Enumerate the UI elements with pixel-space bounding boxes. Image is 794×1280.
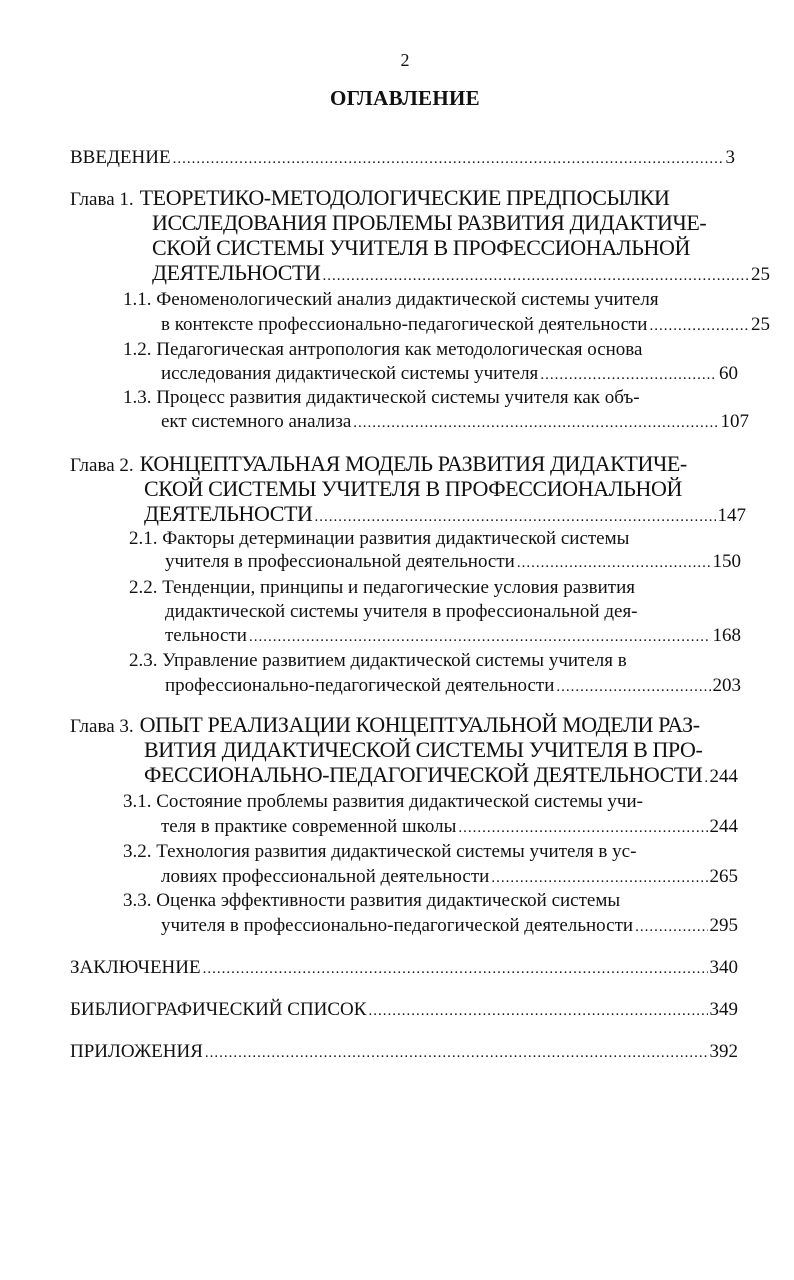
toc-entry-bibliography[interactable] (0, 998, 738, 1023)
leader-dots (323, 264, 749, 288)
toc-chapter-1-line-2[interactable] (0, 211, 794, 235)
leader-dots (173, 147, 724, 171)
page-number: 2 (400, 50, 410, 70)
toc-section-3-2[interactable] (0, 840, 794, 864)
section-title-line: в контексте профессионально-педагогической деятельности (161, 314, 648, 335)
section-title-line: 1.3. Процесс развития дидактической системы учителя как объ- (123, 387, 640, 408)
toc-page-number: 244 (709, 816, 738, 837)
section-title-line: 1.1. Феноменологический анализ дидактической системы учителя (123, 289, 659, 310)
toc-page-number: 107 (720, 411, 749, 432)
leader-dots (249, 625, 711, 649)
toc-chapter-1-line-3[interactable] (0, 236, 794, 260)
chapter-title-line: ФЕССИОНАЛЬНО-ПЕДАГОГИЧЕСКОЙ ДЕЯТЕЛЬНОСТИ (144, 762, 703, 787)
section-title-line: 2.2. Тенденции, принципы и педагогические условия развития (129, 577, 635, 598)
toc-section-2-1-line-2[interactable] (0, 550, 741, 575)
toc-section-3-1[interactable] (0, 790, 794, 814)
section-title-line: 3.1. Состояние проблемы развития дидактической системы учи- (123, 791, 643, 812)
chapter-label: Глава 1. (70, 189, 134, 210)
toc-section-1-2[interactable] (0, 338, 794, 362)
section-title-line: учителя в профессионально-педагогической деятельности (161, 915, 634, 936)
toc-page-number: 150 (712, 551, 741, 572)
leader-dots (517, 551, 711, 575)
section-title-line: ект системного анализа (161, 411, 352, 432)
leader-dots (458, 816, 707, 840)
chapter-label: Глава 3. (70, 716, 134, 737)
toc-page-number: 3 (725, 147, 735, 168)
toc-section-2-2-line-2[interactable] (0, 600, 794, 624)
toc-section-2-3[interactable] (0, 649, 794, 673)
chapter-title-line: ВИТИЯ ДИДАКТИЧЕСКОЙ СИСТЕМЫ УЧИТЕЛЯ В ПРО- (144, 737, 703, 762)
chapter-title-line: СКОЙ СИСТЕМЫ УЧИТЕЛЯ В ПРОФЕССИОНАЛЬНОЙ (144, 476, 682, 501)
leader-dots (368, 999, 707, 1023)
chapter-title-line: ОПЫТ РЕАЛИЗАЦИИ КОНЦЕПТУАЛЬНОЙ МОДЕЛИ РАЗ- (139, 712, 700, 737)
toc-section-1-1[interactable] (0, 288, 794, 312)
leader-dots (315, 505, 716, 529)
toc-chapter-3-line-3[interactable] (0, 763, 738, 790)
toc-entry-text: ПРИЛОЖЕНИЯ (70, 1041, 203, 1062)
toc-section-1-1-line-2[interactable] (0, 313, 770, 338)
toc-chapter-1-line-1[interactable] (0, 186, 794, 212)
leader-dots (491, 866, 707, 890)
chapter-title-line: СКОЙ СИСТЕМЫ УЧИТЕЛЯ В ПРОФЕССИОНАЛЬНОЙ (152, 235, 690, 260)
toc-section-3-1-line-2[interactable] (0, 815, 738, 840)
leader-dots (203, 957, 708, 981)
toc-section-3-2-line-2[interactable] (0, 865, 738, 890)
toc-section-2-2[interactable] (0, 576, 794, 600)
toc-page-number: 147 (717, 505, 746, 526)
section-title-line: 1.2. Педагогическая антропология как методологическая основа (123, 339, 643, 360)
toc-entry-introduction[interactable] (0, 146, 735, 171)
section-title-line: исследования дидактической системы учителя (161, 363, 539, 384)
toc-page-number: 244 (709, 766, 738, 787)
leader-dots (635, 915, 707, 939)
section-title-line: теля в практике современной школы (161, 816, 457, 837)
toc-page-number: 265 (709, 866, 738, 887)
leader-dots (704, 766, 707, 790)
toc-chapter-3-line-2[interactable] (0, 738, 794, 762)
toc-section-1-3[interactable] (0, 386, 794, 410)
chapter-title-line: ТЕОРЕТИКО-МЕТОДОЛОГИЧЕСКИЕ ПРЕДПОСЫЛКИ (139, 185, 670, 210)
toc-entry-text: ВВЕДЕНИЕ (70, 147, 171, 168)
toc-entry-text: ЗАКЛЮЧЕНИЕ (70, 957, 201, 978)
toc-page-number: 168 (712, 625, 741, 646)
toc-section-3-3[interactable] (0, 889, 794, 913)
leader-dots (556, 675, 710, 699)
section-title-line: 2.1. Факторы детерминации развития дидактической системы (129, 528, 630, 549)
section-title-line: ловиях профессиональной деятельности (161, 866, 490, 887)
toc-chapter-2-line-1[interactable] (0, 452, 794, 478)
section-title-line: профессионально-педагогической деятельности (165, 675, 555, 696)
toc-chapter-1-line-4[interactable] (0, 261, 770, 288)
section-title-line: дидактической системы учителя в профессиональной дея- (165, 601, 638, 622)
toc-chapter-3-line-1[interactable] (0, 713, 794, 739)
chapter-title-line: ДЕЯТЕЛЬНОСТИ (152, 260, 321, 285)
toc-entry-text: БИБЛИОГРАФИЧЕСКИЙ СПИСОК (70, 999, 367, 1020)
toc-section-3-3-line-2[interactable] (0, 914, 738, 939)
toc-chapter-2-line-3[interactable] (0, 502, 746, 529)
section-title-line: 3.2. Технология развития дидактической системы учителя в ус- (123, 841, 637, 862)
toc-page-number: 340 (709, 957, 738, 978)
section-title-line: 2.3. Управление развитием дидактической системы учителя в (129, 650, 627, 671)
toc-page-number: 392 (709, 1041, 738, 1062)
chapter-title-line: КОНЦЕПТУАЛЬНАЯ МОДЕЛЬ РАЗВИТИЯ ДИДАКТИЧЕ- (139, 451, 687, 476)
chapter-label: Глава 2. (70, 455, 134, 476)
toc-page-number: 25 (751, 264, 770, 285)
toc-page-number: 349 (709, 999, 738, 1020)
toc-section-1-2-line-2[interactable] (0, 362, 738, 387)
toc-page-number: 60 (719, 363, 738, 384)
toc-page-number: 295 (709, 915, 738, 936)
toc-entry-conclusion[interactable] (0, 956, 738, 981)
toc-section-2-3-line-2[interactable] (0, 674, 741, 699)
leader-dots (205, 1041, 708, 1065)
toc-entry-appendix[interactable] (0, 1040, 738, 1065)
toc-section-2-1[interactable] (0, 527, 794, 551)
toc-section-1-3-line-2[interactable] (0, 410, 749, 435)
leader-dots (353, 411, 718, 435)
toc-chapter-2-line-2[interactable] (0, 477, 794, 501)
section-title-line: тельности (165, 625, 247, 646)
section-title-line: 3.3. Оценка эффективности развития дидактической системы (123, 890, 621, 911)
toc-page-number: 203 (712, 675, 741, 696)
page-title: ОГЛАВЛЕНИЕ (330, 86, 480, 110)
toc-section-2-2-line-3[interactable] (0, 624, 741, 649)
chapter-title-line: ДЕЯТЕЛЬНОСТИ (144, 501, 313, 526)
section-title-line: учителя в профессиональной деятельности (165, 551, 515, 572)
chapter-title-line: ИССЛЕДОВАНИЯ ПРОБЛЕМЫ РАЗВИТИЯ ДИДАКТИЧЕ- (152, 210, 707, 235)
leader-dots (649, 314, 749, 338)
leader-dots (540, 363, 717, 387)
toc-page-number: 25 (751, 314, 770, 335)
